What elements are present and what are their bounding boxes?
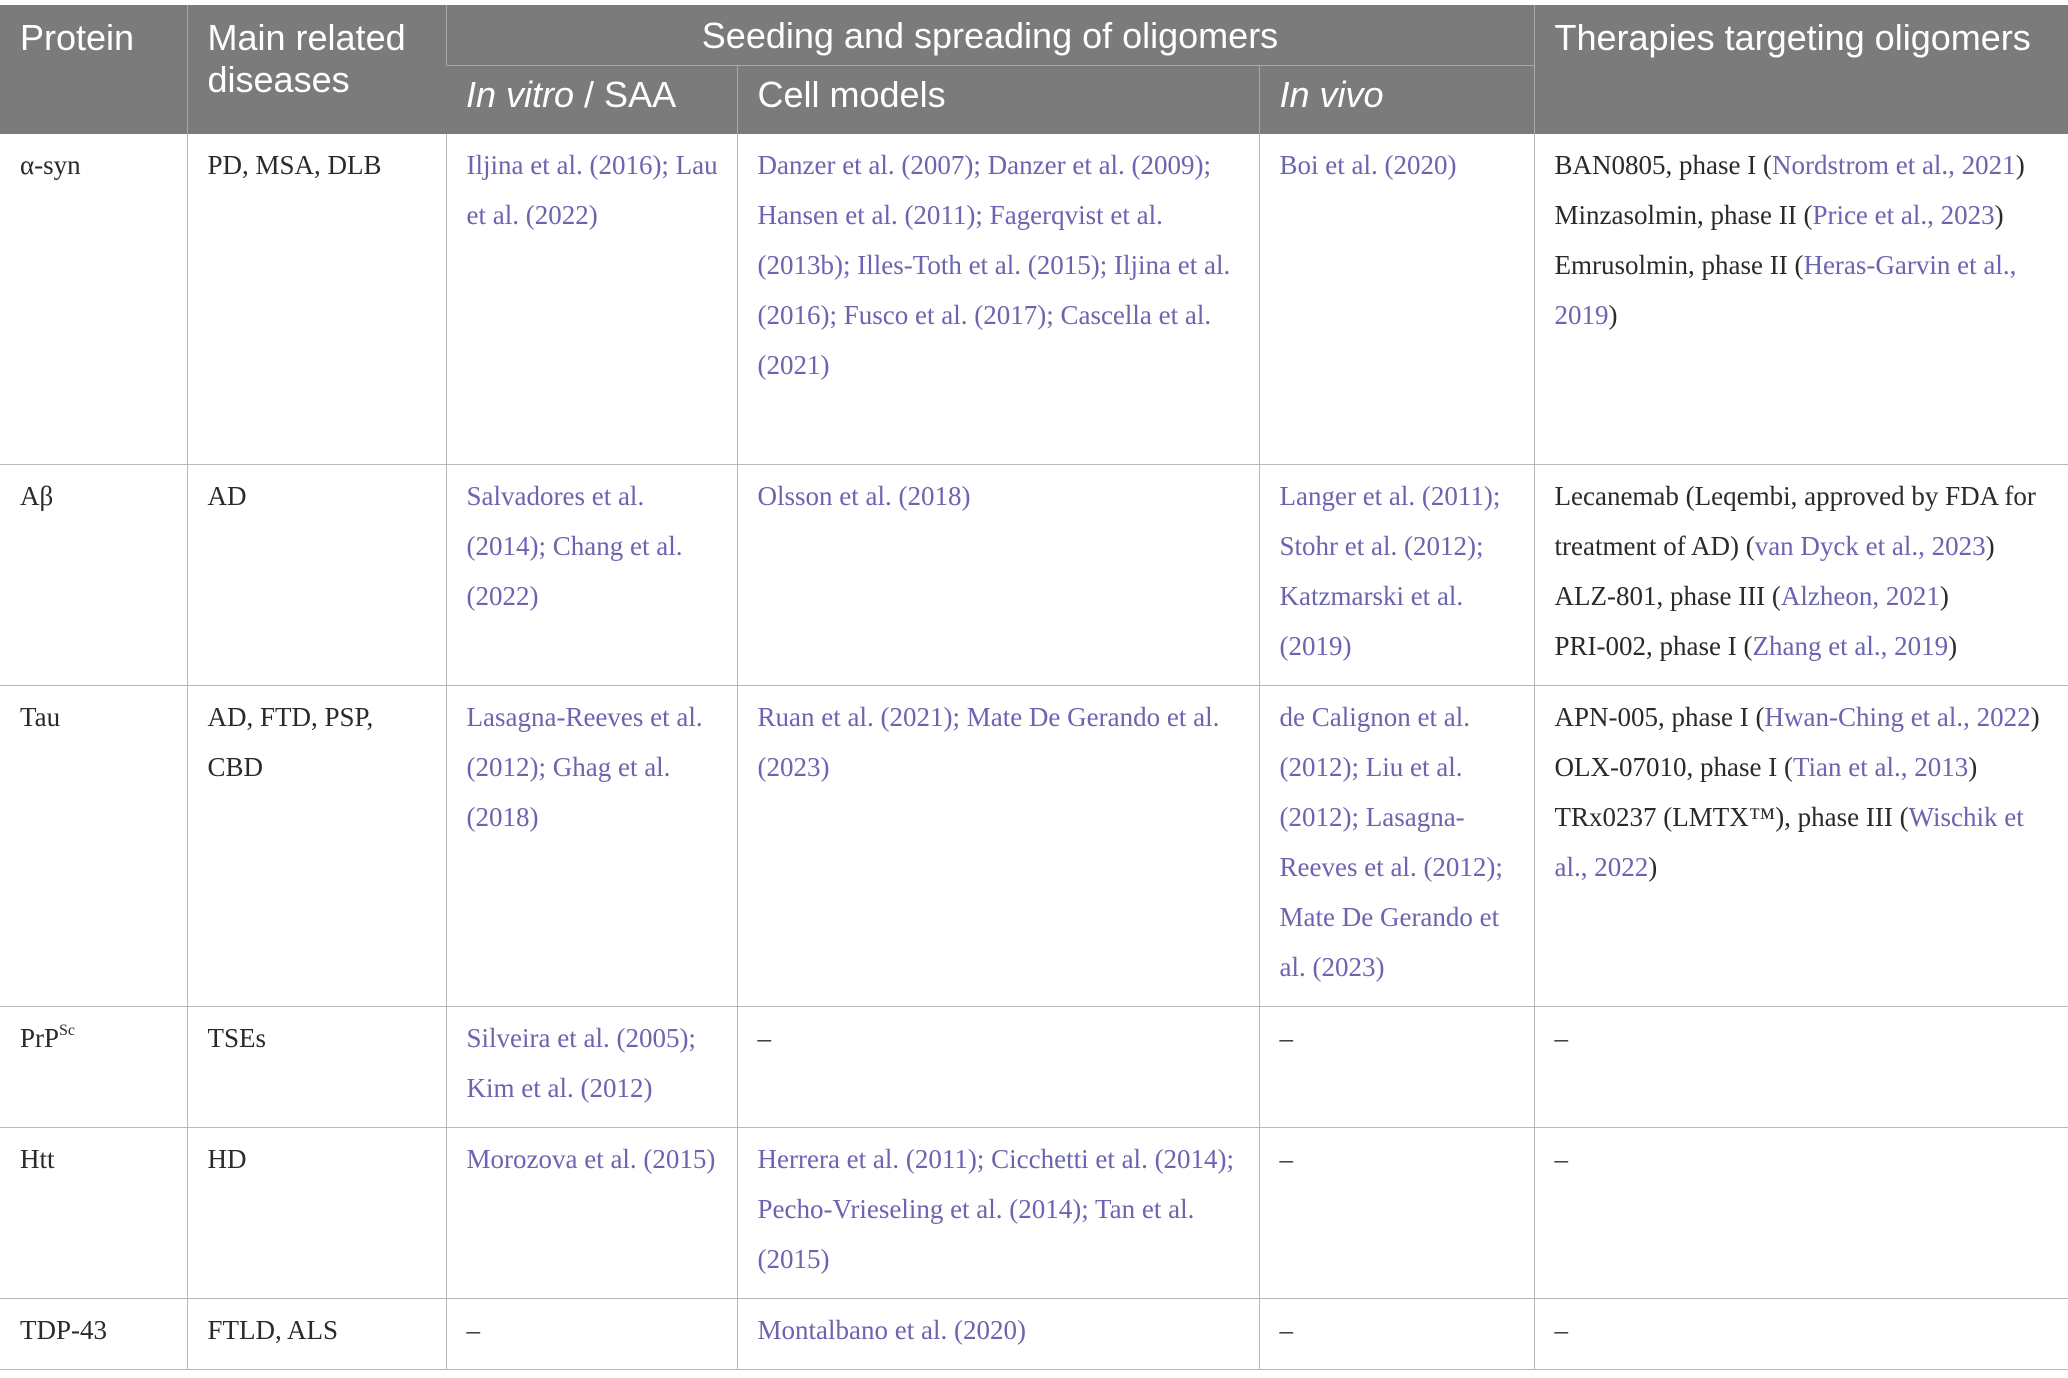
therapy-name: ALZ-801, phase III ( xyxy=(1554,581,1781,611)
therapy-entry xyxy=(1555,692,2051,742)
therapy-reference[interactable]: Tian et al., 2013 xyxy=(1792,752,1969,782)
therapy-name: TRx0237 (LMTX™), phase III ( xyxy=(1554,802,1909,832)
cell-diseases-text: AD, FTD, PSP, CBD xyxy=(207,702,374,782)
therapy-entry xyxy=(1555,190,2051,240)
cell-therapies-text: – xyxy=(1554,1315,1568,1345)
cell-protein-text: Htt xyxy=(20,1144,55,1174)
cell-therapies xyxy=(1534,1007,2068,1128)
therapy-close: ) xyxy=(2030,702,2040,732)
header-diseases: Main related diseases xyxy=(187,5,446,134)
table-row xyxy=(0,686,2068,1007)
cell-in-vitro xyxy=(446,1007,737,1128)
cell-cell-models xyxy=(737,686,1259,1007)
cell-in-vivo xyxy=(1259,686,1534,1007)
therapy-entry xyxy=(1555,571,2051,621)
therapy-entry xyxy=(1555,140,2051,190)
therapy-entry xyxy=(1555,240,2051,340)
therapy-reference[interactable]: Heras-Garvin et al., 2019 xyxy=(1554,250,2017,330)
therapy-reference[interactable]: Price et al., 2023 xyxy=(1812,200,1995,230)
cell-diseases xyxy=(187,1299,446,1370)
cell-in-vitro-text[interactable]: Salvadores et al. (2014); Chang et al. (2022) xyxy=(466,481,683,611)
cell-in-vivo xyxy=(1259,465,1534,686)
cell-diseases xyxy=(187,465,446,686)
cell-in-vivo xyxy=(1259,134,1534,465)
cell-diseases xyxy=(187,1128,446,1299)
cell-cell-models xyxy=(737,134,1259,465)
therapy-name: Emrusolmin, phase II ( xyxy=(1554,250,1804,280)
cell-protein-text: TDP-43 xyxy=(20,1315,107,1345)
therapy-close: ) xyxy=(1994,200,2004,230)
cell-cell-models xyxy=(737,1007,1259,1128)
cell-therapies xyxy=(1534,465,2068,686)
therapy-name: OLX-07010, phase I ( xyxy=(1554,752,1793,782)
table-row xyxy=(0,1299,2068,1370)
therapy-name: Minzasolmin, phase II ( xyxy=(1554,200,1813,230)
cell-protein xyxy=(0,686,187,1007)
cell-diseases-text: FTLD, ALS xyxy=(207,1315,339,1345)
header-in-vivo xyxy=(1259,66,1534,135)
cell-in-vitro xyxy=(446,1128,737,1299)
table-row xyxy=(0,1007,2068,1128)
cell-in-vitro-text[interactable]: Morozova et al. (2015) xyxy=(466,1144,716,1174)
cell-in-vivo-text[interactable]: Langer et al. (2011); Stohr et al. (2012); Katzmarski et al. (2019) xyxy=(1279,481,1501,661)
cell-in-vivo xyxy=(1259,1299,1534,1370)
cell-cell-models xyxy=(737,1128,1259,1299)
header-protein: Protein xyxy=(0,5,187,134)
therapy-close: ) xyxy=(1948,631,1958,661)
cell-diseases-text: AD xyxy=(207,481,247,511)
therapy-close: ) xyxy=(1985,531,1995,561)
cell-protein-text: Aβ xyxy=(20,481,54,511)
cell-in-vitro-text[interactable]: Silveira et al. (2005); Kim et al. (2012) xyxy=(466,1023,696,1103)
cell-in-vivo xyxy=(1259,1128,1534,1299)
table-header xyxy=(0,5,2068,134)
cell-diseases xyxy=(187,1007,446,1128)
cell-in-vitro-text: – xyxy=(466,1315,480,1345)
cell-protein xyxy=(0,465,187,686)
cell-in-vivo-text: – xyxy=(1279,1144,1293,1174)
cell-diseases-text: HD xyxy=(207,1144,247,1174)
header-cell-models: Cell models xyxy=(737,66,1259,135)
cell-therapies xyxy=(1534,1128,2068,1299)
cell-cell-models-text[interactable]: Herrera et al. (2011); Cicchetti et al. (2014); Pecho-Vrieseling et al. (2014); Tan et al. (2015) xyxy=(757,1144,1235,1274)
therapy-reference[interactable]: Wischik et al., 2022 xyxy=(1554,802,2024,882)
therapy-reference[interactable]: Alzheon, 2021 xyxy=(1780,581,1940,611)
therapy-name: BAN0805, phase I ( xyxy=(1554,150,1772,180)
cell-cell-models-text[interactable]: Montalbano et al. (2020) xyxy=(757,1315,1026,1345)
therapy-close: ) xyxy=(2015,150,2025,180)
cell-in-vitro xyxy=(446,134,737,465)
cell-protein-text: PrP xyxy=(20,1023,60,1053)
table-row xyxy=(0,134,2068,465)
cell-in-vivo-text[interactable]: Boi et al. (2020) xyxy=(1279,150,1457,180)
therapy-close: ) xyxy=(1608,300,1618,330)
cell-protein xyxy=(0,134,187,465)
therapy-name: Lecanemab (Leqembi, approved by FDA for treatment of AD) ( xyxy=(1554,481,2036,561)
cell-cell-models xyxy=(737,465,1259,686)
cell-in-vivo-text: – xyxy=(1279,1315,1293,1345)
protein-superscript: Sc xyxy=(59,1022,76,1039)
cell-diseases xyxy=(187,134,446,465)
therapy-close: ) xyxy=(1648,852,1658,882)
cell-cell-models-text[interactable]: Olsson et al. (2018) xyxy=(757,481,971,511)
cell-protein xyxy=(0,1299,187,1370)
oligomer-table xyxy=(0,5,2068,1370)
cell-protein xyxy=(0,1007,187,1128)
cell-cell-models-text[interactable]: Danzer et al. (2007); Danzer et al. (2009); Hansen et al. (2011); Fagerqvist et al. (2013b); Illes-Toth et al. (2015); Iljina et al. (2016); Fusco et al. (2017); Cascella et al. (2021) xyxy=(757,150,1231,380)
therapy-entry xyxy=(1555,621,2051,671)
therapy-reference[interactable]: van Dyck et al., 2023 xyxy=(1754,531,1986,561)
cell-protein-text: α-syn xyxy=(20,150,81,180)
table-row xyxy=(0,1128,2068,1299)
cell-in-vitro-text[interactable]: Lasagna-Reeves et al. (2012); Ghag et al. (2018) xyxy=(466,702,703,832)
cell-therapies xyxy=(1534,134,2068,465)
therapy-entry xyxy=(1555,471,2051,571)
table-row xyxy=(0,465,2068,686)
therapy-reference[interactable]: Hwan-Ching et al., 2022 xyxy=(1764,702,2031,732)
cell-therapies-text: – xyxy=(1554,1023,1568,1053)
therapy-entry xyxy=(1555,792,2051,892)
cell-cell-models-text: – xyxy=(757,1023,771,1053)
header-in-vivo-italic: In vivo xyxy=(1279,74,1384,115)
cell-diseases-text: TSEs xyxy=(207,1023,267,1053)
cell-in-vitro-text[interactable]: Iljina et al. (2016); Lau et al. (2022) xyxy=(466,150,718,230)
therapy-name: APN-005, phase I ( xyxy=(1554,702,1765,732)
cell-in-vitro xyxy=(446,465,737,686)
therapy-close: ) xyxy=(1939,581,1949,611)
cell-cell-models xyxy=(737,1299,1259,1370)
cell-cell-models-text[interactable]: Ruan et al. (2021); Mate De Gerando et al. (2023) xyxy=(757,702,1220,782)
header-therapies: Therapies targeting oligomers xyxy=(1534,5,2068,134)
therapy-reference[interactable]: Nordstrom et al., 2021 xyxy=(1771,150,2016,180)
cell-in-vivo-text[interactable]: de Calignon et al. (2012); Liu et al. (2012); Lasagna-Reeves et al. (2012); Mate De Gerando et al. (2023) xyxy=(1279,702,1503,982)
table-body xyxy=(0,134,2068,1370)
cell-therapies-text: – xyxy=(1554,1144,1568,1174)
therapy-reference[interactable]: Zhang et al., 2019 xyxy=(1752,631,1949,661)
cell-diseases xyxy=(187,686,446,1007)
cell-in-vivo-text: – xyxy=(1279,1023,1293,1053)
cell-therapies xyxy=(1534,1299,2068,1370)
cell-in-vitro xyxy=(446,686,737,1007)
therapy-name: PRI-002, phase I ( xyxy=(1554,631,1753,661)
cell-in-vitro xyxy=(446,1299,737,1370)
header-in-vitro xyxy=(446,66,737,135)
cell-therapies xyxy=(1534,686,2068,1007)
cell-protein xyxy=(0,1128,187,1299)
header-seeding-group: Seeding and spreading of oligomers xyxy=(446,5,1534,66)
header-in-vitro-rest: / SAA xyxy=(574,74,677,115)
header-in-vitro-italic: In vitro xyxy=(466,74,575,115)
cell-diseases-text: PD, MSA, DLB xyxy=(207,150,382,180)
cell-in-vivo xyxy=(1259,1007,1534,1128)
cell-protein-text: Tau xyxy=(20,702,61,732)
therapy-close: ) xyxy=(1968,752,1978,782)
therapy-entry xyxy=(1555,742,2051,792)
